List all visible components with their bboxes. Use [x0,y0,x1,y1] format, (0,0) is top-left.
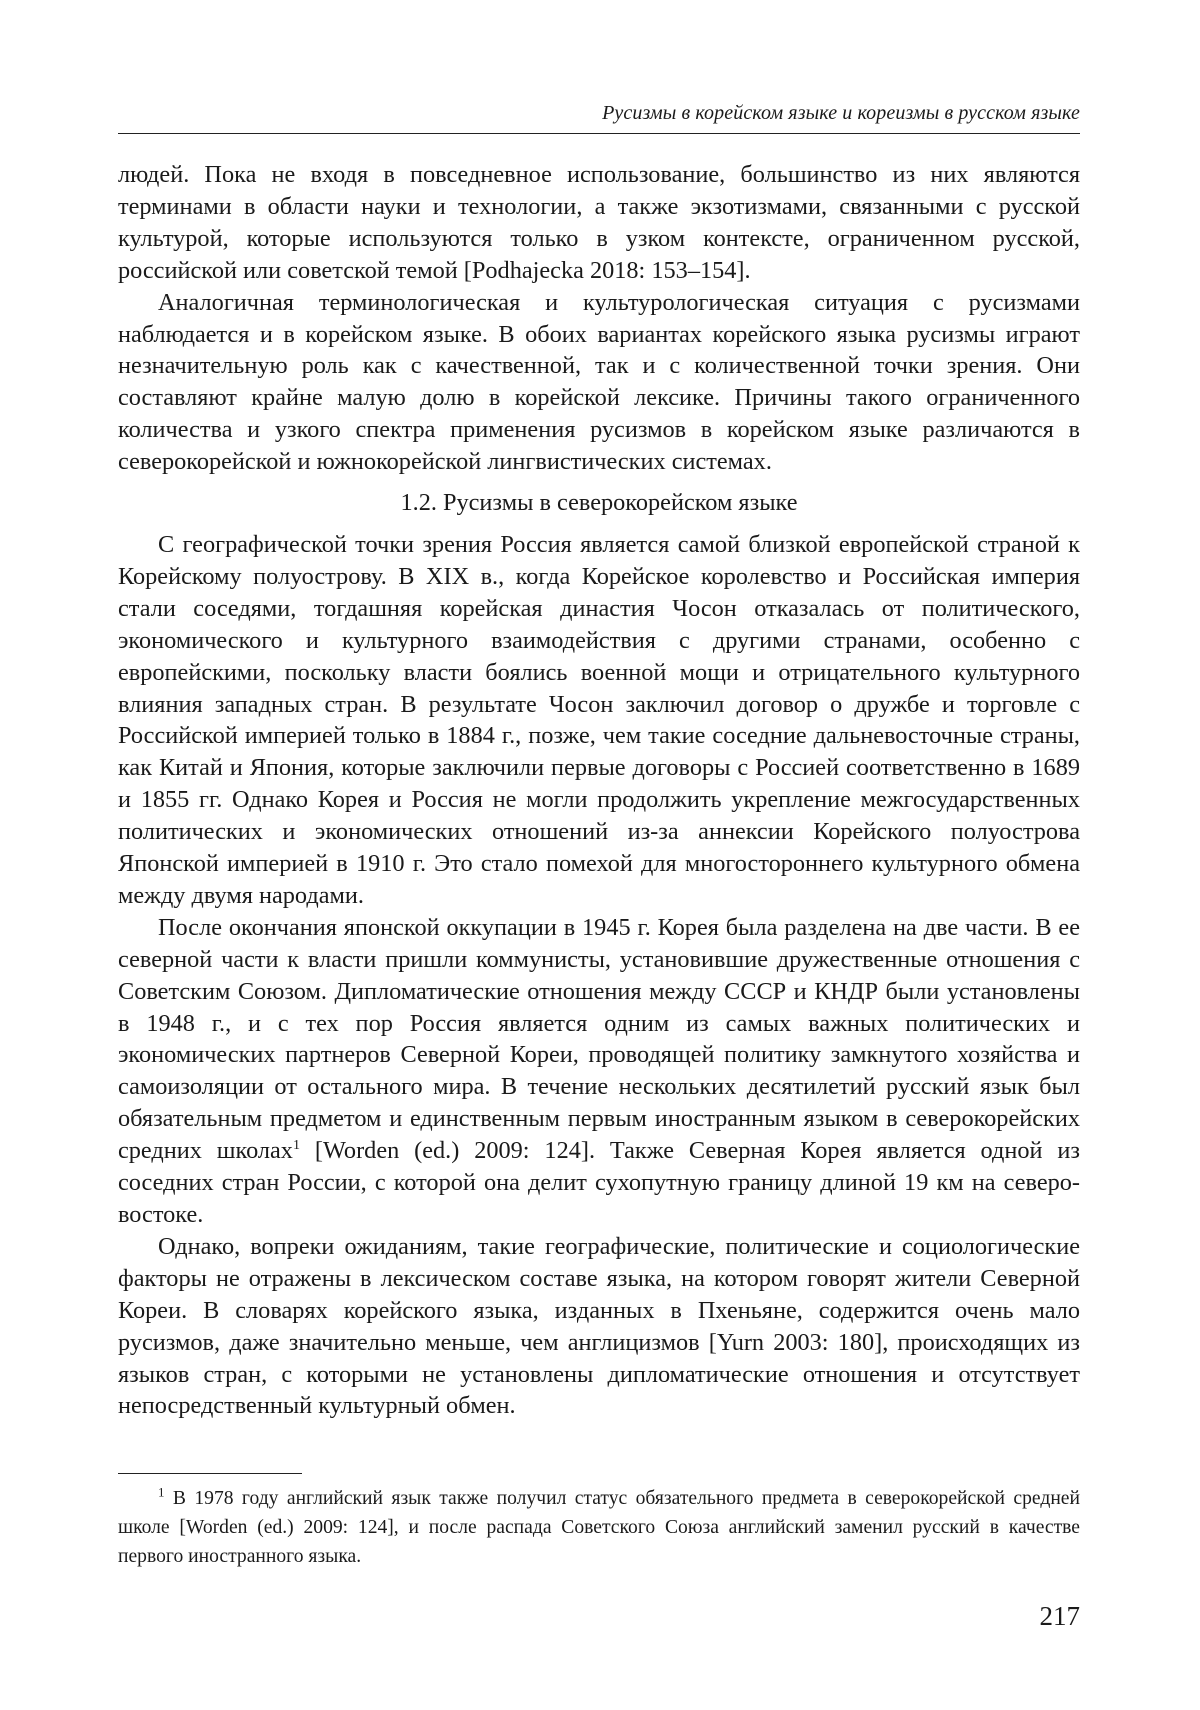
paragraph-terminology: Аналогичная терминологическая и культурологическая ситуация с русизмами наблюдается и в корейском языке. В обоих вариантах корейского языка русизмы играют незначительную роль как с качественной, так и с количественной точки зрения. Они составляют крайне малую долю в корейской лексике. Причины такого ограниченного количества и узкого спектра применения русизмов в корейском языке различаются в северокорейской и южнокорейской лингвистических системах. [118,288,1080,476]
page-number: 217 [1039,1601,1080,1631]
footnote-marker: 1 [158,1484,165,1500]
body-text [118,159,1080,1422]
paragraph-occupation-part2: [Worden (ed.) 2009: 124]. Также Северная Корея является одной из соседних стран России, с которой она делит сухопутную границу длиной 19 км на северо-востоке. [118,1137,1080,1228]
section-heading: 1.2. Русизмы в северокорейском языке [400,489,798,517]
header-rule [118,133,1080,134]
paragraph-lexicon: Однако, вопреки ожиданиям, такие географические, политические и социологические факторы не отражены в лексическом составе языка, на котором говорят жители Северной Кореи. В словарях корейского языка, изданных в Пхеньяне, содержится очень мало русизмов, даже значительно меньше, чем англицизмов [Yurn 2003: 180], происходящих из языков стран, с которыми не установлены дипломатические отношения и отсутствует непосредственный культурный обмен. [118,1232,1080,1420]
paragraph-occupation-part1: После окончания японской оккупации в 1945 г. Корея была разделена на две части. В ее северной части к власти пришли коммунисты, установившие дружественные отношения с Советским Союзом. Дипломатические отношения между СССР и КНДР были установлены в 1948 г., и с тех пор Россия является одним из самых важных политических и экономических партнеров Северной Кореи, проводящей политику замкнутого хозяйства и самоизоляции от остального мира. В течение нескольких десятилетий русский язык был обязательным предметом и единственным первым иностранным языком в северокорейских средних школах [118,913,1080,1165]
footnote [118,1484,1080,1571]
footnote-reference[interactable]: 1 [292,1138,300,1154]
footnote-rule [118,1473,302,1474]
paragraph-geography: С географической точки зрения Россия является самой близкой европейской страной к Корейскому полуострову. В XIX в., когда Корейское королевство и Российская империя стали соседями, тогдашняя корейская династия Чосон отказалась от политического, экономического и культурного взаимодействия с другими странами, особенно с европейскими, поскольку власти боялись военной мощи и отрицательного культурного влияния западных стран. В результате Чосон заключил договор о дружбе и торговле с Российской империей только в 1884 г., позже, чем такие соседние дальневосточные страны, как Китай и Япония, которые заключили первые договоры с Россией соответственно в 1689 и 1855 гг. Однако Корея и Россия не могли продолжить укрепление межгосударственных политических и экономических отношений из-за аннексии Корейского полуострова Японской империей в 1910 г. Это стало помехой для многостороннего культурного обмена между двумя народами. [118,530,1080,909]
paragraph-occupation [118,912,1080,1231]
footnote-text: В 1978 году английский язык также получил статус обязательного предмета в северокорейской средней школе [Worden (ed.) 2009: 124], и после распада Советского Союза английский заменил русский в качестве первого иностранного языка. [118,1488,1080,1567]
paragraph-continuation: людей. Пока не входя в повседневное использование, большинство из них являются терминами в области науки и технологии, а также экзотизмами, связанными с русской культурой, которые используются только в узком контексте, ограниченном русской, российской или советской темой [Podhajecka 2018: 153–154]. [118,161,1080,284]
page [118,0,1080,1710]
running-header: Русизмы в корейском языке и кореизмы в русском языке [602,102,1080,124]
